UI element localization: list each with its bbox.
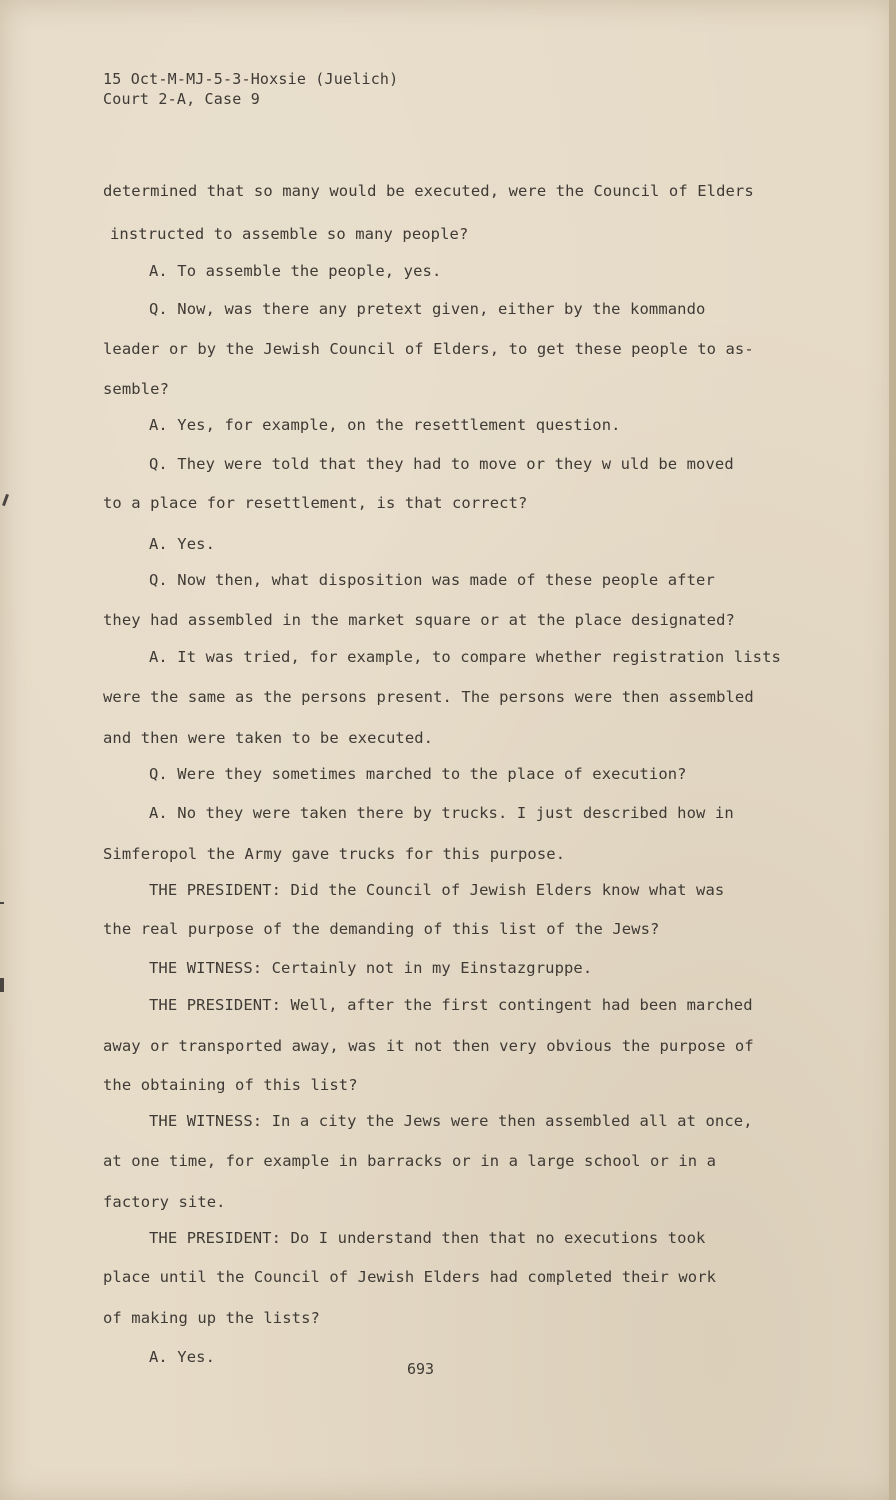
body-line: A. It was tried, for example, to compare whether registration lists xyxy=(149,648,781,666)
margin-mark xyxy=(0,978,4,992)
body-line: THE WITNESS: In a city the Jews were then assembled all at once, xyxy=(149,1112,753,1130)
body-line: THE PRESIDENT: Do I understand then that no executions took xyxy=(149,1229,706,1247)
body-line: determined that so many would be executed, were the Council of Elders xyxy=(103,182,754,200)
header-court: Court 2-A, Case 9 xyxy=(103,90,260,108)
body-line: THE PRESIDENT: Did the Council of Jewish Elders know what was xyxy=(149,881,725,899)
page-edge xyxy=(889,0,896,1500)
page-number: 693 xyxy=(407,1360,435,1378)
body-line: place until the Council of Jewish Elders had completed their work xyxy=(103,1268,717,1286)
body-line: Q. Now, was there any pretext given, either by the kommando xyxy=(149,300,706,318)
body-line: A. Yes, for example, on the resettlement question. xyxy=(149,416,621,434)
body-line: Simferopol the Army gave trucks for this purpose. xyxy=(103,845,566,863)
body-line: at one time, for example in barracks or in a large school or in a xyxy=(103,1152,717,1170)
body-line: instructed to assemble so many people? xyxy=(110,225,469,243)
body-line: the real purpose of the demanding of this list of the Jews? xyxy=(103,920,660,938)
body-line: A. Yes. xyxy=(149,535,216,553)
body-line: Q. They were told that they had to move or they w uld be moved xyxy=(149,455,734,473)
body-line: THE WITNESS: Certainly not in my Einstazgruppe. xyxy=(149,959,593,977)
body-line: they had assembled in the market square or at the place designated? xyxy=(103,611,735,629)
body-line: semble? xyxy=(103,380,170,398)
body-line: leader or by the Jewish Council of Elders, to get these people to as- xyxy=(103,340,754,358)
header-case-id: 15 Oct-M-MJ-5-3-Hoxsie (Juelich) xyxy=(103,70,399,88)
margin-mark xyxy=(2,494,9,506)
body-line: A. Yes. xyxy=(149,1348,216,1366)
body-line: the obtaining of this list? xyxy=(103,1076,358,1094)
body-line: were the same as the persons present. The persons were then assembled xyxy=(103,688,754,706)
body-line: to a place for resettlement, is that correct? xyxy=(103,494,528,512)
body-line: Q. Now then, what disposition was made of these people after xyxy=(149,571,715,589)
body-line: and then were taken to be executed. xyxy=(103,729,434,747)
body-line: factory site. xyxy=(103,1193,226,1211)
body-line: A. To assemble the people, yes. xyxy=(149,262,442,280)
body-line: away or transported away, was it not then very obvious the purpose of xyxy=(103,1037,754,1055)
body-line: Q. Were they sometimes marched to the place of execution? xyxy=(149,765,687,783)
body-line: THE PRESIDENT: Well, after the first contingent had been marched xyxy=(149,996,753,1014)
body-line: A. No they were taken there by trucks. I just described how in xyxy=(149,804,734,822)
body-line: of making up the lists? xyxy=(103,1309,320,1327)
margin-mark xyxy=(0,902,4,904)
